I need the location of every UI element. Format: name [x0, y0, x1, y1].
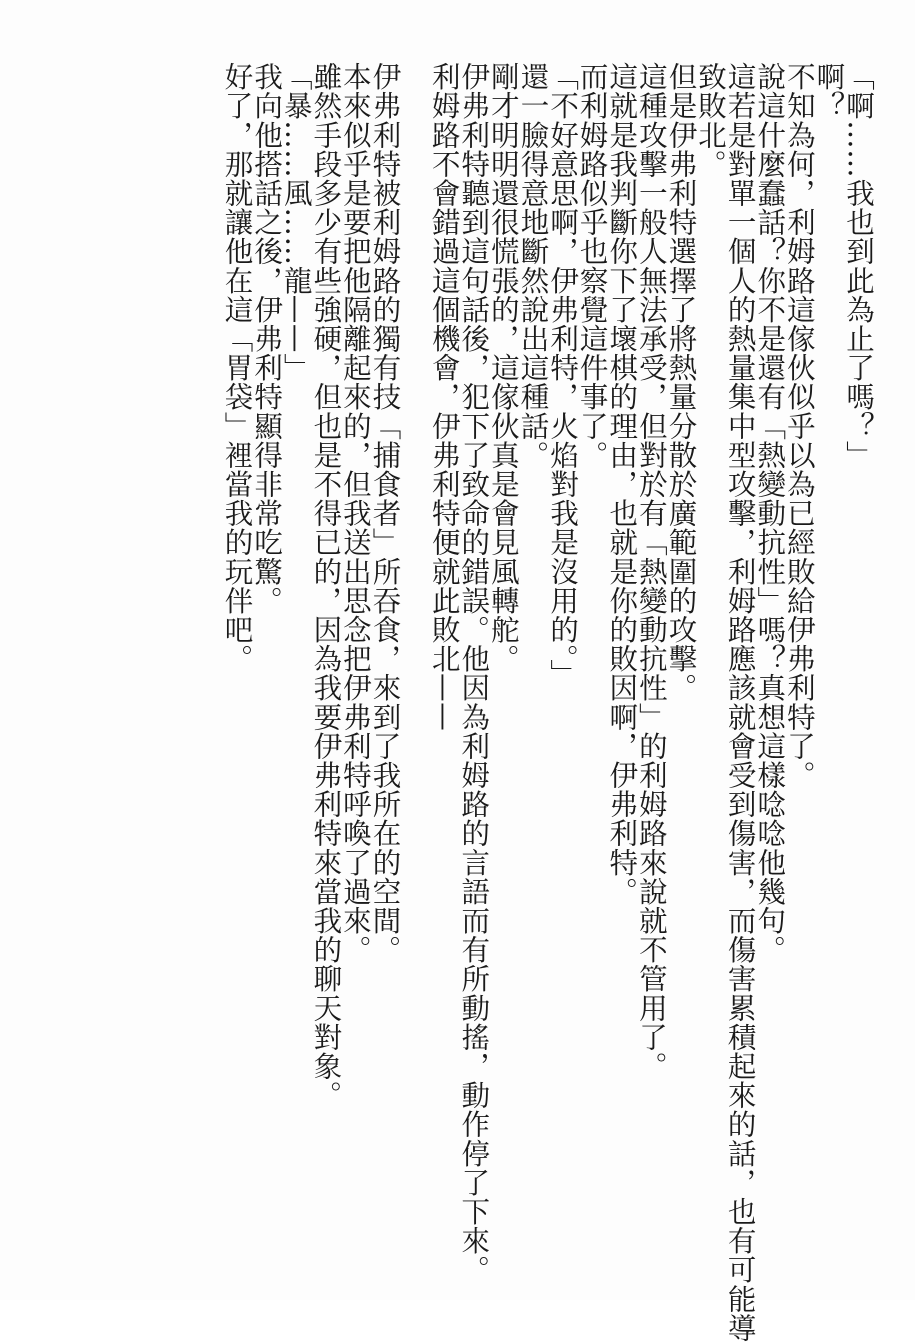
- text-line: 利姆路不會錯過這個機會，伊弗利特便就此敗北——: [427, 62, 461, 732]
- text-line: 本來似乎是要把他隔離起來的，但我送出思念把伊弗利特呼喚了過來。: [338, 62, 372, 965]
- text-line: 還一臉得意地斷然說出這種話。: [516, 62, 550, 470]
- text-line: 伊弗利特被利姆路的獨有技「捕食者」所吞食，來到了我所在的空間。: [368, 62, 402, 965]
- text-line: 而利姆路似乎也察覺這件事了。: [575, 62, 609, 470]
- paragraph-gap: [400, 62, 430, 1212]
- text-line: 這就是我判斷你下了壞棋的理由，也就是你的敗因啊，伊弗利特。: [605, 62, 639, 906]
- text-line: 剛才明明還很慌張的，這傢伙真是會見風轉舵。: [486, 62, 520, 674]
- vertical-text-body: [220, 62, 875, 1342]
- text-line: 我向他搭話之後，伊弗利特顯得非常吃驚。: [250, 62, 284, 615]
- text-line: 致敗北。: [694, 62, 728, 179]
- text-line: 「暴……風……龍——」: [279, 62, 313, 383]
- text-line: 「不好意思啊，伊弗利特，火焰對我是沒用的。」: [546, 62, 580, 688]
- text-line: 好了，那就讓他在這「胃袋」裡當我的玩伴吧。: [220, 62, 254, 674]
- text-line: 啊？: [812, 62, 846, 121]
- text-line: 「啊……我也到此為止了嗎？」: [842, 62, 875, 470]
- text-line: 雖然手段多少有些強硬，但也是不得已的，因為我要伊弗利特來當我的聊天對象。: [309, 62, 343, 1110]
- text-line: 這種攻擊一般人無法承受，但對於有「熱變動抗性」的利姆路來說就不管用了。: [634, 62, 668, 1081]
- text-line: 伊弗利特聽到這句話後，犯下了致命的錯誤。他因為利姆路的言語而有所動搖，動作停了下來。: [457, 62, 491, 1285]
- text-line: 但是伊弗利特選擇了將熱量分散於廣範圍的攻擊。: [664, 62, 698, 703]
- text-line: 這若是對單一個人的熱量集中型攻擊，利姆路應該就會受到傷害，而傷害累積起來的話，也有可能導: [723, 62, 757, 1342]
- text-line: 不知為何，利姆路這傢伙似乎以為已經敗給伊弗利特了。: [782, 62, 816, 790]
- text-line: 說這什麼蠢話？你不是還有「熱變動抗性」嗎？真想這樣唸唸他幾句。: [753, 62, 787, 965]
